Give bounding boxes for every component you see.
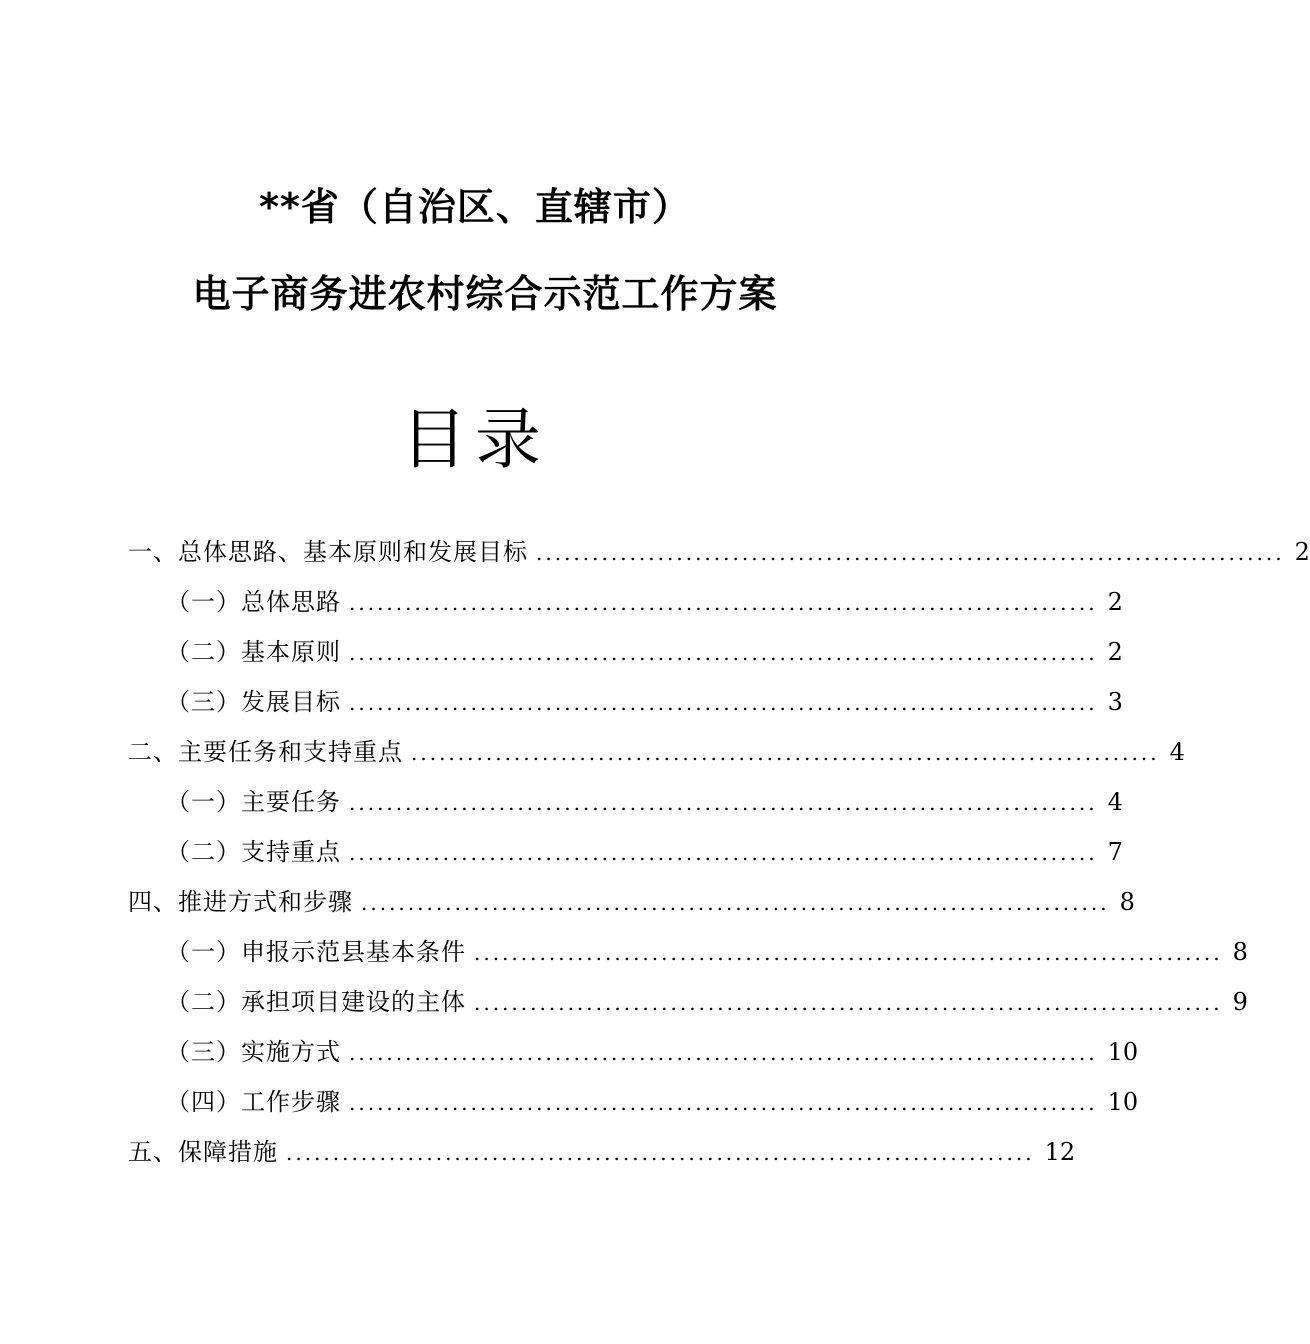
toc-dot-leader: ................................................................................ xyxy=(474,941,1223,965)
toc-entry[interactable] xyxy=(166,582,1123,616)
toc-entry-title: （一）申报示范县基本条件 xyxy=(166,938,466,966)
toc-dot-leader: ................................................................................ xyxy=(349,1041,1098,1065)
toc-dot-leader: ................................................................................ xyxy=(349,641,1098,665)
toc-entry-page: 12 xyxy=(1044,1138,1076,1166)
toc-entry[interactable] xyxy=(128,532,1310,566)
toc-heading: 目录 xyxy=(401,401,549,478)
toc-entry[interactable] xyxy=(166,832,1123,866)
toc-entry[interactable] xyxy=(166,632,1123,666)
toc-entry-page: 10 xyxy=(1107,1088,1139,1116)
toc-entry-page: 8 xyxy=(1119,888,1135,916)
toc-entry-page: 10 xyxy=(1107,1038,1139,1066)
toc-entry-page: 7 xyxy=(1107,838,1123,866)
toc-entry-page: 4 xyxy=(1169,738,1185,766)
toc-entry-title: （三）实施方式 xyxy=(166,1038,341,1066)
toc-entry[interactable] xyxy=(166,782,1123,816)
toc-entry[interactable] xyxy=(128,882,1135,916)
toc-entry[interactable] xyxy=(166,982,1248,1016)
toc-entry-title: 四、推进方式和步骤 xyxy=(128,888,353,916)
toc-entry[interactable] xyxy=(166,1082,1139,1116)
toc-dot-leader: ................................................................................ xyxy=(349,691,1098,715)
toc-dot-leader: ................................................................................ xyxy=(411,741,1160,765)
toc-entry-title: （三）发展目标 xyxy=(166,688,341,716)
toc-entry-title: （四）工作步骤 xyxy=(166,1088,341,1116)
toc-entry-title: （一）主要任务 xyxy=(166,788,341,816)
toc-entry-page: 2 xyxy=(1107,588,1123,616)
toc-entry-title: 五、保障措施 xyxy=(128,1138,278,1166)
toc-entry-title: （二）承担项目建设的主体 xyxy=(166,988,466,1016)
toc-entry[interactable] xyxy=(166,1032,1139,1066)
toc-dot-leader: ................................................................................ xyxy=(349,591,1098,615)
toc-dot-leader: ................................................................................ xyxy=(536,541,1285,565)
toc-dot-leader: ................................................................................ xyxy=(361,891,1110,915)
toc-entry-title: 一、总体思路、基本原则和发展目标 xyxy=(128,538,528,566)
toc-entry-title: 二、主要任务和支持重点 xyxy=(128,738,403,766)
toc-entry[interactable] xyxy=(128,732,1185,766)
toc-entry-title: （一）总体思路 xyxy=(166,588,341,616)
toc-dot-leader: ................................................................................ xyxy=(286,1141,1035,1165)
toc-entry-page: 9 xyxy=(1232,988,1248,1016)
toc-entry-page: 2 xyxy=(1107,638,1123,666)
toc-dot-leader: ................................................................................ xyxy=(349,1091,1098,1115)
toc-entry-title: （二）基本原则 xyxy=(166,638,341,666)
document-title-line-2: 电子商务进农村综合示范工作方案 xyxy=(192,272,778,316)
toc-entry-page: 2 xyxy=(1294,538,1310,566)
toc-entry[interactable] xyxy=(166,932,1248,966)
toc-entry-page: 4 xyxy=(1107,788,1123,816)
toc-dot-leader: ................................................................................ xyxy=(474,991,1223,1015)
toc-entry[interactable] xyxy=(166,682,1123,716)
toc-dot-leader: ................................................................................ xyxy=(349,841,1098,865)
document-title-line-1: **省（自治区、直辖市） xyxy=(259,185,691,229)
toc-entry[interactable] xyxy=(128,1132,1076,1166)
toc-entry-page: 8 xyxy=(1232,938,1248,966)
toc-dot-leader: ................................................................................ xyxy=(349,791,1098,815)
toc-entry-page: 3 xyxy=(1107,688,1123,716)
toc-entry-title: （二）支持重点 xyxy=(166,838,341,866)
